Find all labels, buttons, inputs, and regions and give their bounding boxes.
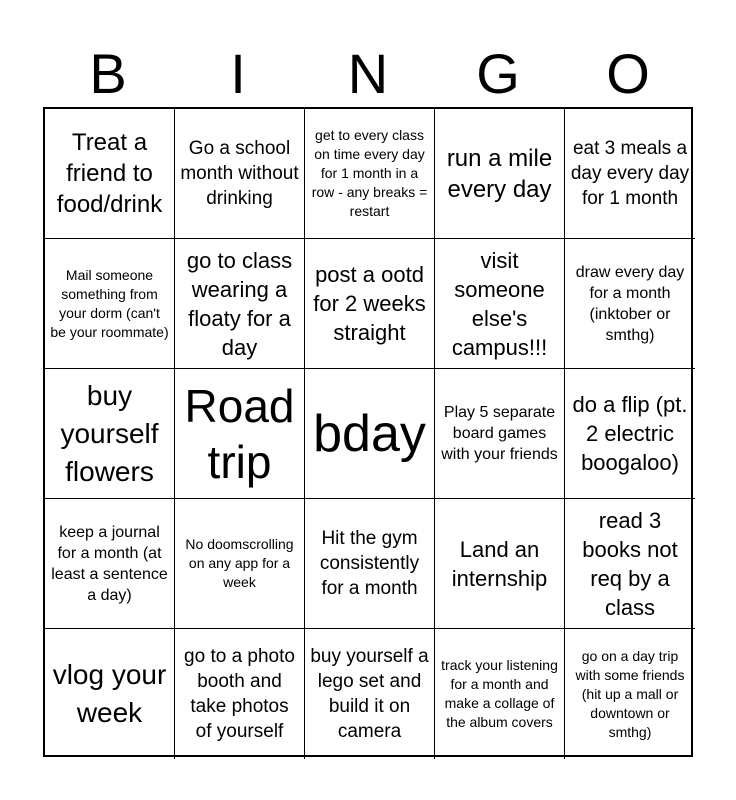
bingo-cell-r4c5[interactable] [565, 499, 695, 629]
bingo-cell-r2c3[interactable] [305, 239, 435, 369]
cell-text: buy yourself a lego set and build it on camera [310, 646, 429, 742]
cell-text: draw every day for a month (inktober or smthg) [575, 263, 685, 344]
bingo-cell-r4c2[interactable] [175, 499, 305, 629]
header-letter-o: O [606, 42, 650, 105]
cell-text: buy yourself flowers [60, 379, 159, 487]
bingo-cell-r1c4[interactable] [435, 109, 565, 239]
cell-text: get to every class on time every day for 1 month in a row - any breaks = restart [311, 127, 428, 219]
cell-text: do a flip (pt. 2 electric boogaloo) [572, 392, 688, 475]
bingo-cell-r3c1[interactable] [45, 369, 175, 499]
cell-text: go on a day trip with some friends (hit up a mall or downtown or smthg) [575, 647, 685, 740]
bingo-cell-r4c4[interactable] [435, 499, 565, 629]
bingo-board [43, 107, 693, 757]
bingo-cell-r5c1[interactable] [45, 629, 175, 759]
bingo-cell-r4c1[interactable] [45, 499, 175, 629]
bingo-cell-r1c2[interactable] [175, 109, 305, 239]
cell-text: No doomscrolling on any app for a week [185, 536, 294, 590]
cell-text: Treat a friend to food/drink [56, 129, 163, 218]
bingo-cell-r1c5[interactable] [565, 109, 695, 239]
cell-text: vlog your week [52, 659, 167, 728]
cell-text: run a mile every day [446, 144, 553, 203]
bingo-cell-r4c3[interactable] [305, 499, 435, 629]
bingo-cell-r2c1[interactable] [45, 239, 175, 369]
bingo-cell-r2c4[interactable] [435, 239, 565, 369]
cell-text: keep a journal for a month (at least a sentence a day) [51, 523, 168, 604]
bingo-cell-r5c2[interactable] [175, 629, 305, 759]
cell-text: Mail someone something from your dorm (can't be your roommate) [50, 266, 169, 340]
bingo-cell-r3c5[interactable] [565, 369, 695, 499]
bingo-cell-r2c2[interactable] [175, 239, 305, 369]
cell-text: go to class wearing a floaty for a day [186, 247, 293, 360]
bingo-cell-r5c4[interactable] [435, 629, 565, 759]
bingo-cell-r3c2[interactable] [175, 369, 305, 499]
cell-text: eat 3 meals a day every day for 1 month [570, 138, 690, 209]
cell-text: visit someone else's campus!!! [451, 247, 548, 360]
header-letter-b: B [89, 42, 127, 105]
bingo-cell-r1c3[interactable] [305, 109, 435, 239]
bingo-cell-r5c5[interactable] [565, 629, 695, 759]
cell-text: go to a photo booth and take photos of yourself [184, 646, 295, 742]
bingo-cell-r3c4[interactable] [435, 369, 565, 499]
cell-text: Play 5 separate board games with your friends [441, 404, 558, 463]
cell-text: Land an internship [451, 536, 548, 591]
bingo-cell-r1c1[interactable] [45, 109, 175, 239]
cell-text: Hit the gym consistently for a month [319, 528, 420, 599]
bingo-cell-r2c5[interactable] [565, 239, 695, 369]
cell-text: read 3 books not req by a class [582, 507, 678, 620]
cell-text: Road trip [184, 379, 295, 488]
header-letter-i: I [230, 42, 246, 105]
bingo-header [43, 40, 693, 108]
cell-text: post a ootd for 2 weeks straight [313, 262, 426, 345]
cell-text: Go a school month without drinking [180, 138, 299, 209]
cell-text: track your listening for a month and make a collage of the album covers [441, 657, 558, 730]
cell-text: bday [313, 404, 426, 463]
bingo-cell-r3c3-free[interactable] [305, 369, 435, 499]
bingo-cell-r5c3[interactable] [305, 629, 435, 759]
header-letter-n: N [347, 42, 389, 105]
header-letter-g: G [476, 42, 520, 105]
